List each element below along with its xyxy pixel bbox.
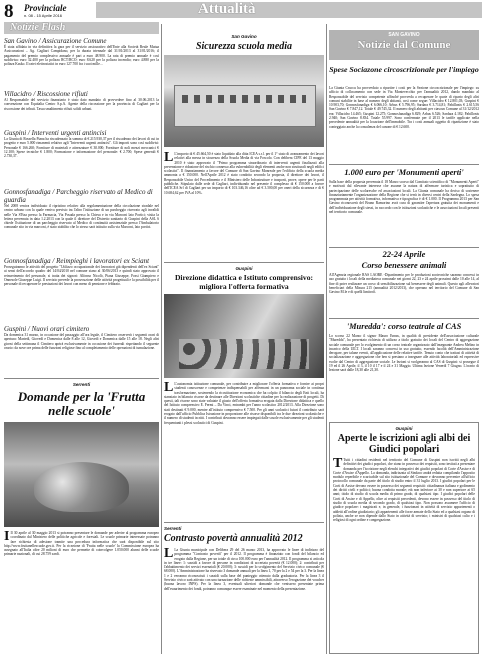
r-art1-text: La Giunta Cruccu ha provveduto a ripartire i costi per la Sezione circoscrizionale per l'impiego: su ufficio di collocamento con sede in Via Montevecchio per l'annualità 2012, dando mandato al Responsabile del servizio competente affinché provveda a recuperare le quote di riparto degli altri comuni stabilite in base al numero degli abitanti, così come segue: Villacidro € 12.801,03; Guspini € 10.903,70; Gonnosfanadiga € 6.066,10; Arbus € 5.796,95; Sardara € 3.714,81; Pabillonis € 2.615,56 San Gavino € 7.847,12. Totale € 49.745,32. Il numero degli abitanti per ciascun Comune al 31/12/2012 era: Villacidro 14.465; Guspini 12.275; Gonnosfanadiga 6.829; Arbus 6.526; Sardara 4.182; Pabillonis 2.940; San Gavino 8.834. Totale 55.997. Sono confermate per il 2013 le tariffe applicate nella precedente annualità per la locazione dell'immobile. Tra i costi annuali oggetto di ripartizione è stato conteggiato anche la consulenza del canone di € 12.600. (329, 86, 479, 129)
column-rule (326, 24, 327, 654)
fruit-photo (4, 422, 159, 527)
flash-item-text: Nel 2008 veniva individuato il ripristino relativo alla regolamentazione della circolazione stradale nel centro urbano con la quale veniva previsto tra l'altro l'istituzione di un parcheggio riservato agli invalidi nelle Via S'Ena presso la Farmacia, Via Posada presso la Chiesa e in via Marconi lato Portici; visita la lettera pervenuta in data 1.2.2013 con la quale il direttore del Distretto sanitario di Guspini della ASL 6 chiede l'istituzione di un parcheggio riservato al Medico di continuità assistenziale presso l'Ambulatorio comunale sito in via marconi, è stato stabilito che lo stesso sarà istituito sulla via Marconi, lato portici. (4, 204, 159, 230)
notizie-flash-banner (4, 22, 159, 34)
flash-item-text: La Giunta di Rossella Piana ha riscadenzato la somma di € 215.930,37 per il riscadenzo dei lavori di cui in progetto e euro 5.000 rimanenti relativo agli "Interventi urgenti antincisi". Gli importi sono così suddivisi: Personale € 166.260; Forniture di materiali e attrezzature € 30.000; Forniture di noli mezzi meccanici € 12.100; Spese tecniche € 1.800; Formazione e informazione del personale: € 2.700; Spese generali € 2.730,37. (4, 137, 159, 159)
page-header (0, 0, 482, 22)
r-art5-kicker: Guspini (395, 426, 413, 431)
flash-item (4, 325, 159, 350)
building-shape (174, 85, 316, 127)
art3-kicker: Serrenti (164, 526, 182, 531)
flash-item (4, 188, 159, 230)
flash-item-text: Al Responsabile del servizio finanziario è stato dato mandato di provvedere fino al 30.06.2013 la convenzione con Equitalia Centro S.p.A. Agente della riscossione per la provincia di Cagliari per la riscossione dei tributi. Tassa smaltimento rifiuti solidi urbani. (4, 98, 159, 111)
building-windows (182, 95, 306, 103)
art3-text (164, 548, 324, 591)
art1-body: L'importo di € 45.664,50 è stato liquidato alla ditta ICEA s.r.l. per il 1° stato di avanzamento dei lavori relativi alla messa in sicurezza della Scuola Media di via Foscolo. Con delibera CIPE del 13 maggio 2010 è stato approvato il "Primo programma straordinario di interventi urgenti finalizzati alla prevenzione e riduzione del rischio connesso alla vulnerabilità degli elementi anche non strutturali negli edifici scolastici". Il finanziamento a favore del Comune di San Gavino Monreale per l'edificio della scuola media ammonta a € 150.000. Nell'Aprile 2012 è stato condotto secondo la proposta, il direttore dei lavori, il Responsabile Unico del Procedimento e il Ministero delle Infrastrutture e trasporti, prove, opere per le parti pubbliche. Stipulato dalle sede di Cagliari, individuando nel presente il complesso di € 150.000 a favore dell'ICEA Srl di Cagliari per un importo di € 103.346,16 oltre ad € 3.500,00 per oneri della sicurezza e di € 10.684,62 per IVA al 10%. (164, 152, 324, 195)
flash-item-text: Da domenica 31 marzo, in occasione del passaggio all'ora legale, il Cimitero osserverà i seguenti orari di apertura: Martedì, Giovedì e Domenica dalle 8 alle 12, Giovedì e Domenica dalle 15 alle 18. Negli altri giorni della settimana il Cimitero aprirà esclusivamente in occasione dei funerali rispettando il seguente orario: da nove ore prima delle funzioni religiose fino al completamento delle operazioni di tumulazione. (4, 333, 159, 350)
r-art2-title: 1.000 euro per 'Monumenti aperti' (344, 168, 464, 177)
divider (329, 164, 479, 165)
basket-shape (34, 462, 129, 512)
section-title: Attualità (198, 1, 256, 17)
feature-title: Domande per la 'Frutta nelle scuole' (17, 389, 146, 418)
art1-kicker: San Gavino (231, 34, 257, 39)
flash-item-title: Guspini / Nuovi orari cimitero (4, 325, 90, 333)
art2-title: Direzione didattica e Istituto comprensivo: migliora l'offerta formativa (174, 273, 314, 291)
art3-body: La Giunta municipale con Delibera 29 del 26 marzo 2013, ha approvato le linee di indirizzo del programma "Contrasto povertà" per il 2012. Il programma è finanziato con fondi del bilancio ed erogato dalla Regione, per un totale di circa 100.000 euro per l'annualità 2012. Il programma si articola in tre linee: 1: sussidi a favore di persone in condizioni di accertata povertà (€ 12.000); 2: contributi per l'abbattimento dei servizi essenziali (€ 20.000); 3: sussidi per lo svolgimento del Servizio civico comunale (€ 68.000). L'Amministrazione ha riservato 3 domande annuali per la linea 1, 70 per la 2 e 54 per la 3. Per la linea 1 e 2 verranno riconosciuti i sussidi sulla base del punteggio ottenuto dalla graduatoria. Per la linea 3 il Servizio civico sarà attivato con una turnazione delle richieste ammissibili, attraverso l'erogazione dei voucher (buona lavoro INPS). Per la linea 3, eventuali ulteriori domande che venissero presentate prima dell'esaurimento dei fondi, potranno comunque essere esaminate nel momento della presentazione. (164, 548, 324, 591)
art2-kicker: Guspini (235, 266, 253, 271)
flash-item-title: San Gavino / Assicurazione Comune (4, 37, 107, 45)
feature-text (4, 531, 159, 557)
drop-cap: L (164, 380, 174, 395)
r-art3-text: All'Agenzia regionale RAS LAORE -Dipartimento per le produzioni zootecniche saranno concessi in uso gratuito i locali della mediateca comunale nei giorni 22, 23 e 24 aprile prossimi dalle 10 alle 14, al fine di poter realizzare un corso di sensibilizzazione sul benessere degli animali. Questo agli allevatori beneficiari della Misura 215 (annualità 2012/2013), che operano nel territorio del Comune di San Gavino M.le e di quelli limitrofi. (329, 273, 479, 295)
r-art2-text: Sulla base della proposta pervenuta il 18 Marzo scorso dal Comitato scientifico di "Monumenti Aperti" e motivati dal rilevante interesse che assume la natura di affermare turistica e soprattutto di partecipazione delle scolaresche ed associazioni locali. La Giunta comunale ha deciso di sostenere finanziariamente l'organizzazione della Regione che si terrà in diversi centri della Sardegna. Lo spesa programmata per attività formativa, informativa e tipografica è di € 1.000. Il Programma 2013 per San Gavino riconoscerà del Bruno Ramorino avrà cura di garantire l'apertura gratuita dei monumenti e dell'individuazione degli stessi, in raccordo con le istituzioni scolastiche e le associazioni locali presenti nel territorio comunale. (329, 180, 479, 215)
r-art5-box (329, 422, 479, 654)
divider (329, 318, 479, 319)
classroom-photo (164, 294, 324, 378)
students-shape (179, 339, 309, 369)
r-art3-title: Corso benessere animali (361, 261, 447, 270)
feature-body: Il 30 aprile al 30 maggio 2013 si potranno presentare le domande per aderire al programma europeo coordinato dal Ministero delle politiche agricole e forestali. Le scuole primarie interessate potranno fare richiesta di adesione tramite una procedura informatica che sarà disponibile sul sito http://www.fruttanellescuole.gov.it. Per la ricezione di 'Frutta nelle scuole' la Commissione europea ha assegnato all'Italia oltre 20 milioni di euro che permette di coinvolgere 1.050.000 alunni delle scuole primarie nazionali, di cui 28.759 sardi. (4, 531, 159, 557)
r-art3-date: 22-24 Aprile (382, 250, 426, 259)
r-art5-body: Tutti i cittadini residenti nel territorio del Comune di Guspini non iscritti negli albi definitivi dei giudici popolari, che siano in possesso dei requisiti, sono invitati a presentare domanda per l'iscrizione negli elenchi integrativi dei giudici popolari di Corte d'Assise e di Corte d'Assise d'Appello. La domanda, indirizzata al Sindaco andrà redatta compilando l'apposito modulo reperibile e scaricabile sul sito istituzionale del Comune e dovranno pervenire all'ufficio protocollo comunale da parte del titolo di studio entro il 31 luglio 2013. I giudici popolari per le Corti di Assise devono essere in possesso dei seguenti requisiti: cittadinanza italiana e godimento dei diritti civili e politici; buona condotta morale; età non inferiore ai 30 e non superiore ai 65 anni; titolo di studio di scuola media di primo grado, di qualsiasi tipo. I giudici popolari delle Corti di Assise e di Appello, oltre ai requisiti precedenti, devono essere in possesso del titolo di studio di scuola media di secondo grado, di qualsiasi tipo. Non possono assumere l'ufficio di giudice popolare: i magistrati e, in generale, i funzionari in attività di servizio appartenenti o addetti all'ordine giudiziario; gli appartenenti alle forze armate dello Stato ed a qualsiasi organo di polizia, anche se non dipende dallo Stato in attività di servizio; i ministri di qualsiasi culto e i religiosi di ogni ordine e congregazione. (333, 458, 475, 523)
flash-item-text: Proseguiranno le attività del progetto "Utilizzo occupazionale dei lavoratori già dipendenti dell'ex Sciant" ai sensi dell'accordo quadro del 14/04/2010 nel comune siano al 30/06/2013 e quindi stato approvato il reinserimento del personale, si tratta dei signori: Alfonso Nicolò, Piana Giuseppe, Fossi Giampiero e Onnesole Giuseppe Luigi. Il servizio prevede la prosecuzione delle attività progettuali e la possibilità per il personale di recuperare le prestazioni dei lavori con meno di pensione e febbraio. (4, 265, 159, 287)
drop-cap: I (4, 529, 10, 544)
r-art5-text (333, 458, 475, 522)
flash-item-text: È stata affidata in via definitiva la gara per il servizio assicurativo dell'Ente alla Società Reale Mutua Assicurazioni – Ag. Cagliari Campidano, per la durata triennale dal 31/01/2013 al 31/01/2016; il pagamento del premio complessivo annuale è pari a euro 48.900. La rata di premio annuale è così suddivisa: euro 32.400 per la polizza RCT/RCO; euro 8.620 per la polizza incendio; euro 4.880 per la polizza Kasko. Il ratei elettrostatici in euro 127.700 fra i suoi mille... (4, 45, 159, 67)
art2-text (164, 382, 324, 425)
flash-item (4, 37, 159, 66)
flash-item-title: Villacidro / Riscossione rifiuti (4, 90, 88, 98)
drop-cap: L (164, 150, 174, 165)
flash-item-title: Gonnosfanadiga / Reimpieghi i lavoratori ex Sciant (4, 257, 150, 265)
drop-cap: T (333, 456, 343, 471)
art2-body: L'autonomia istituzione comunale, per contribuire a migliorare l'offerta formativa e fornire ai propri studenti conoscenze e competenze indispensabili per affermarsi in un panorama sociale in continua trasformazione, sostenendo la ricostituzione economica che ha colpito il bilancio degli Enti locali, ha stanziato in bilancio risorse da destinare alle Direzioni scolastiche cittadine per la realizzazione di progetti. Di questi, tali risorse sono state valutate il giusto dell'offerta formativa erogata dalla Direzione didattica e quello del Istituto comprensivo E. Fermi – Da Vinci, entrambi per l'anno scolastico 2012/2013. Alla Direzione sono stati destinati € 9.000, mentre all'istituto comprensivo € 7.500. Per gli anni scolastici futuri il contributo sarà erogato dall'ufficio Pubblica Istruzione in proporzione alle risorse disponibili tra le due direzioni scolastiche e il numero di studenti iscritti. I contributi dovranno essere impiegati dalle scuole esclusivamente per gli studenti frequentanti i plessi scolastici di Guspini. (164, 382, 324, 425)
school-photo (164, 55, 324, 147)
drop-cap: L (164, 546, 174, 561)
masthead-logo: Provinciale (24, 3, 67, 13)
r-art5-title: Aperte le iscrizioni agli albi dei Giudici popolari (337, 433, 471, 455)
flash-item-title: Gonnosfanadiga / Parcheggio riservato al Medico di guardia (4, 188, 153, 204)
flash-item (4, 129, 159, 158)
page-number: 8 (4, 1, 14, 22)
feature-kicker: Serrenti (72, 382, 91, 387)
art1-title: Sicurezza scuola media (195, 41, 293, 52)
right-header-title: Notizie dal Comune (357, 39, 451, 51)
right-header-kicker: SAN GAVINO (388, 32, 420, 38)
art1-text (164, 152, 324, 195)
header-band (96, 2, 482, 18)
left-column (4, 22, 159, 655)
issue-info: n. 08 - 15 Aprile 2016 (24, 13, 63, 18)
flash-item (4, 257, 159, 286)
flash-item-title: Guspini / Interventi urgenti antincisi (4, 129, 107, 137)
divider (329, 247, 479, 248)
r-art1-title: Spese Sociazone circoscrizionale per l'impiego (329, 65, 479, 74)
r-art4-text: Lo scorso 22 Marzo il signor Mauro Ennas, in qualità di presidente dell'associazione culturale "Muredda", ha presentato richiesta di utilizzo a titolo gratuito dei locali del Centro di aggregazione sociale comunale per lo svolgimento di un corso teatrale organizzato dall'insegnante Andrea Melino in incarico della UILT. I locali saranno concessi in uso gratuito, essendo facoltà dell'Amministrazione derogare, per talune eventi, all'applicazione delle relative tariffe. Tenuto conto che trattasi di attività di socializzazione e aggregazione che ben si prestano a insegnare alle attività laboratoriali ed espressive svolte dal Centro di aggregazione sociale. Le lezioni si svolgeranno al CAS di Guspini: si prosegue il 19 ed il 26 Aprile, il 3, il 10 il 17 e il 24 e 31 Maggio. Ultima lezione Venerdì 7 Giugno. L'orario di lezione sarà dalle 18,30 alle 21,30. (329, 334, 479, 373)
r-art4-title: 'Muredda': corso teatrale al CAS (346, 322, 462, 331)
divider (4, 378, 159, 379)
art3-title: Contrasto povertà annualità 2012 (164, 533, 303, 544)
flash-item (4, 90, 159, 111)
right-column (329, 22, 479, 655)
divider (164, 522, 324, 523)
right-header-box (329, 30, 479, 60)
divider (164, 262, 324, 263)
middle-column (164, 22, 324, 655)
banner-title: Notizie Flash (10, 22, 66, 33)
column-rule (161, 24, 162, 654)
